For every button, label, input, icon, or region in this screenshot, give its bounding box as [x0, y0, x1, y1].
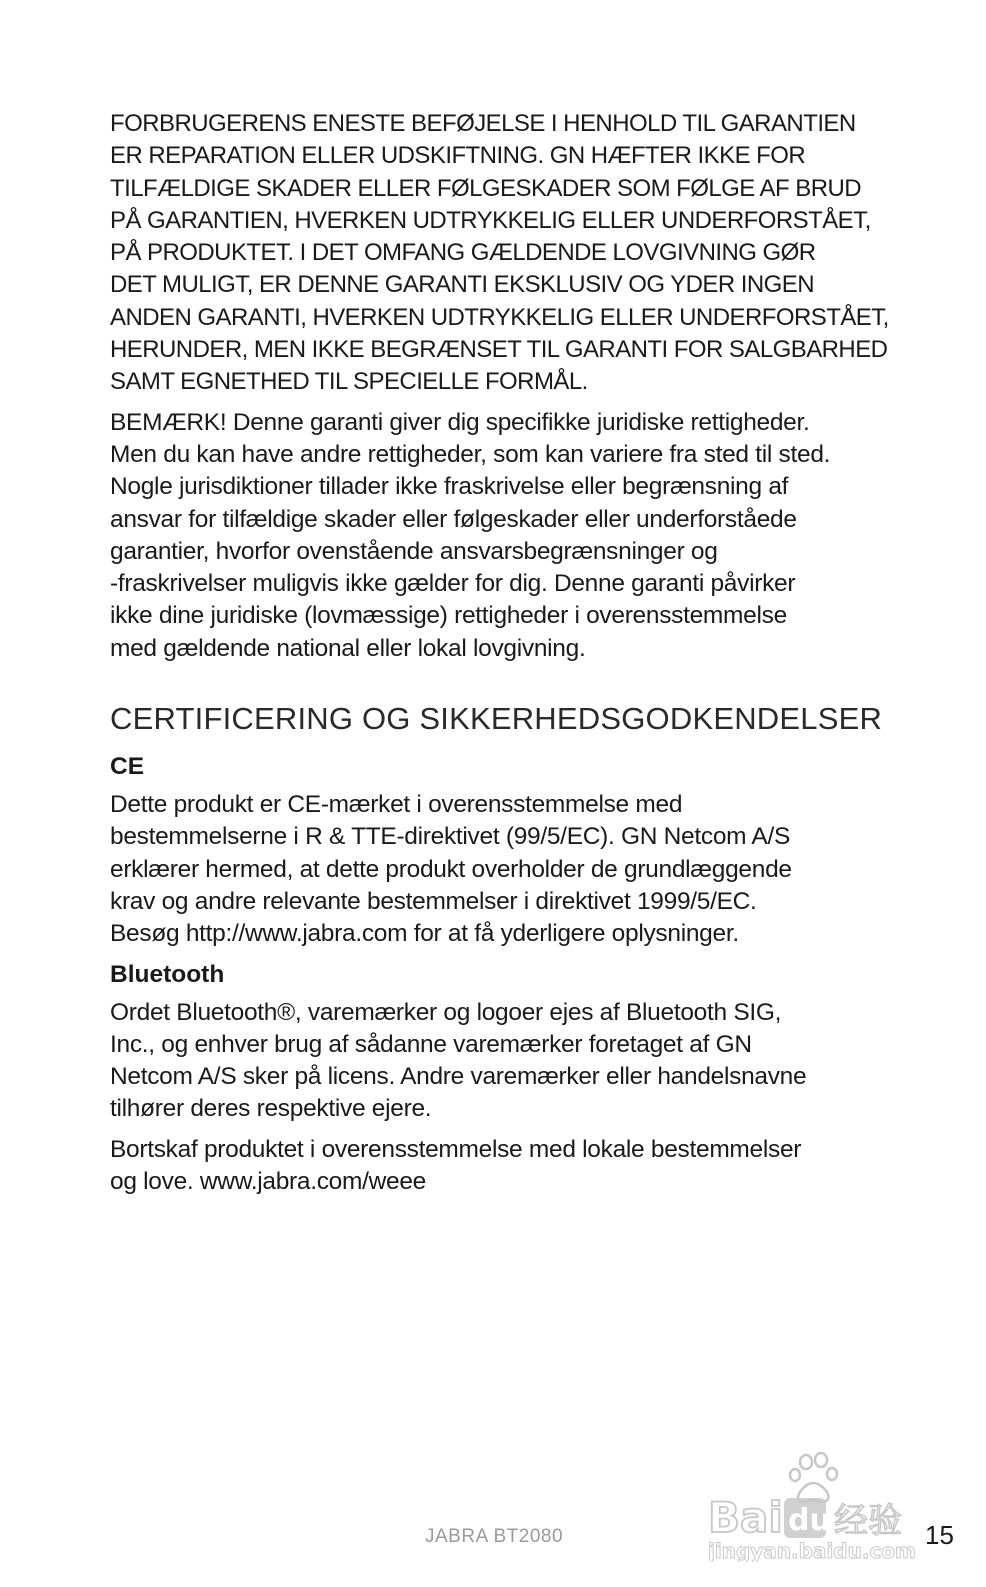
paw-icon: [708, 1452, 938, 1562]
warranty-paragraph: FORBRUGERENS ENESTE BEFØJELSE I HENHOLD TIL GARANTIEN ER REPARATION ELLER UDSKIFTNING. GN HÆFTER IKKE FOR TILFÆLDIGE SKADER ELLER FØLGESKADER SOM FØLGE AF BRUD PÅ GARANTIEN, HVERKEN UDTRYKKELIG ELLER UNDERFORSTÅET, PÅ PRODUKTET. I DET OMFANG GÆLDENDE LOVGIVNING GØR DET MULIGT, ER DENNE GARANTI EKSKLUSIV OG YDER INGEN ANDEN GARANTI, HVERKEN UDTRYKKELIG ELLER UNDERFORSTÅET, HERUNDER, MEN IKKE BEGRÆNSET TIL GARANTI FOR SALGBARHED SAMT EGNETHED TIL SPECIELLE FORMÅL.: [110, 110, 889, 396]
watermark-baidu-text: Bai: [708, 1493, 783, 1542]
ce-paragraph: Dette produkt er CE-mærket i overensstemmelse med bestemmelserne i R & TTE-direktivet (99/5/EC). GN Netcom A/S erklærer hermed, at dette produkt overholder de grundlæggende krav og andre relevante bestemmelser i direktivet 1999/5/EC. Besøg http://www.jabra.com for at få yderligere oplysninger.: [110, 791, 792, 948]
bluetooth-heading: Bluetooth: [110, 960, 225, 988]
watermark-cn-text: 经验: [834, 1501, 902, 1541]
watermark-du-text: du: [788, 1503, 831, 1538]
watermark-url-text: jingyan.baidu.com: [708, 1539, 916, 1562]
note-paragraph: BEMÆRK! Denne garanti giver dig specifikke juridiske rettigheder. Men du kan have andre rettigheder, som kan variere fra sted til sted. Nogle jurisdiktioner tillader ikke fraskrivelse eller begrænsning af ansvar for tilfældige skader eller følgeskader eller underforståede garantier, hvorfor ovenstående ansvarsbegrænsninger og -fraskrivelser muligvis ikke gælder for dig. Denne garanti påvirker ikke dine juridiske (lovmæssige) rettigheder i overensstemmelse med gældende national eller lokal lovgivning.: [110, 408, 831, 662]
baidu-watermark-logo: [708, 1452, 938, 1562]
page-number: 15: [925, 1520, 954, 1550]
bluetooth-paragraph: Ordet Bluetooth®, varemærker og logoer ejes af Bluetooth SIG, Inc., og enhver brug af sådanne varemærker foretaget af GN Netcom A/S sker på licens. Andre varemærker eller handelsnavne tilhører deres respektive ejere.: [110, 998, 807, 1123]
document-page: [110, 108, 900, 1206]
footer-product-name: JABRA BT2080: [425, 1526, 564, 1547]
certification-section-title: CERTIFICERING OG SIKKERHEDSGODKENDELSER: [110, 701, 883, 737]
ce-heading: CE: [110, 753, 145, 781]
disposal-paragraph: Bortskaf produktet i overensstemmelse med lokale bestemmelser og love. www.jabra.com/weee: [110, 1135, 802, 1196]
